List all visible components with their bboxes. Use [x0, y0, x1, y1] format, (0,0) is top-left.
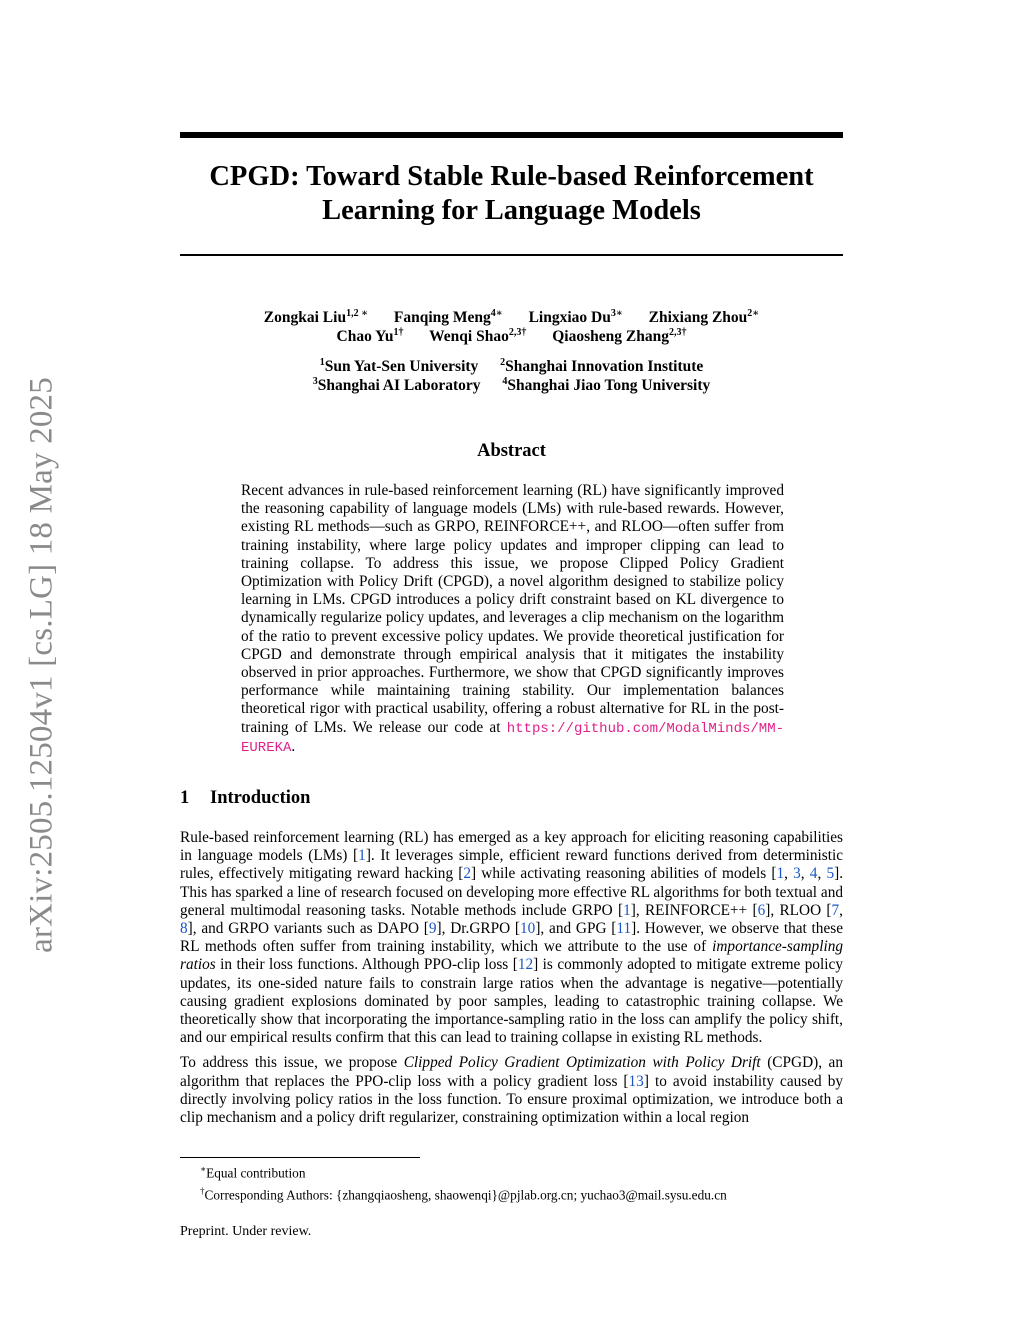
citation-link[interactable]: 3 — [793, 865, 801, 883]
affiliation-number: 2 — [500, 356, 506, 368]
title-rule-top — [180, 132, 843, 138]
citation-link[interactable]: 8 — [180, 920, 188, 938]
author-name: Qiaosheng Zhang — [552, 328, 669, 345]
abstract-body-text: Recent advances in rule-based reinforcement learning (RL) have significantly improved the reasoning capability of language models (LMs) with rule-based rewards. However, existing RL methods—such as GRPO, REINFORCE++, and RLOO—often suffer from training instability, where large policy updates and improper clipping can lead to training collapse. To address this issue, we propose Clipped Policy Gradient Optimization with Policy Drift (CPGD), a novel algorithm designed to stabilize policy learning in LMs. CPGD introduces a policy drift constraint based on KL divergence to dynamically regularize policy updates, and leverages a clip mechanism on the logarithm of the ratio to prevent excessive policy updates. We provide theoretical justification for CPGD and demonstrate through empirical analysis that it mitigates the instability observed in prior approaches. Furthermore, we show that CPGD significantly improves performance while maintaining training stability. Our implementation balances theoretical rigor with practical usability, offering a robust alternative for RL in the post-training of LMs. We release our code at — [241, 482, 784, 736]
affiliation-line-1 — [180, 357, 843, 376]
title-line-1: CPGD: Toward Stable Rule-based Reinforcement — [209, 161, 814, 192]
emphasized-text: importance-sampling ratios — [180, 938, 843, 974]
code-repository-link[interactable]: https://github.com/ModalMinds/MM-EUREKA — [241, 720, 784, 756]
title-rule-bottom — [180, 254, 843, 256]
affiliation-name: Sun Yat-Sen University — [324, 358, 479, 375]
author-list — [180, 308, 843, 346]
author-name: Fanqing Meng — [393, 309, 491, 326]
affiliation-number: 3 — [312, 375, 318, 387]
author-affiliation-mark: 3∗ — [610, 307, 623, 319]
footnote-text: Corresponding Authors: {zhangqiaosheng, shaowenqi}@pjlab.org.cn; yuchao3@mail.sysu.edu.cn — [204, 1187, 727, 1203]
citation-link[interactable]: 10 — [520, 920, 536, 938]
intro-paragraph-1: Rule-based reinforcement learning (RL) has emerged as a key approach for eliciting reasoning capabilities in language models (LMs) [1]. It leverages simple, efficient reward functions derived from deterministic rules, effectively mitigating reward hacking [2] while activating reasoning abilities of models [1, 3, 4, 5]. This has sparked a line of research focused on developing more effective RL algorithms for both textual and general multimodal reasoning tasks. Notable methods include GRPO [1], REINFORCE++ [6], RLOO [7, 8], and GRPO variants such as DAPO [9], Dr.GRPO [10], and GPG [11]. However, we observe that these RL methods often suffer from training instability, which we attribute to the use of importance-sampling ratios in their loss functions. Although PPO-clip loss [12] is commonly adopted to mitigate extreme policy updates, its one-sided nature fails to constrain large ratios when the advantage is negative—potentially causing gradient explosions dominated by poor samples, leading to catastrophic training collapse. We theoretically show that incorporating the importance-sampling ratio in the loss can amplify the policy shift, and our empirical results confirm that this can lead to training collapse in existing RL methods. — [180, 829, 844, 1047]
author-name: Lingxiao Du — [528, 309, 611, 326]
affiliation-list — [180, 357, 843, 395]
author-line-2 — [180, 327, 843, 346]
author-affiliation-mark: 4∗ — [490, 307, 503, 319]
citation-link[interactable]: 7 — [831, 901, 840, 919]
affiliation-number: 4 — [502, 375, 508, 387]
emphasized-text: Clipped Policy Gradient Optimization with Policy Drift — [403, 1054, 761, 1072]
citation-link[interactable]: 13 — [628, 1072, 644, 1090]
citation-link[interactable]: 1 — [623, 901, 631, 919]
citation-link[interactable]: 4 — [809, 865, 818, 883]
affiliation-name: Shanghai Jiao Tong University — [507, 377, 711, 394]
footnote-equal-contribution — [200, 1160, 843, 1182]
author-line-1 — [180, 308, 843, 327]
citation-link[interactable]: 12 — [517, 956, 534, 974]
author-name: Chao Yu — [336, 328, 394, 345]
affiliation-number: 1 — [319, 356, 325, 368]
author-affiliation-mark: 2∗ — [747, 307, 760, 319]
section-title: Introduction — [210, 788, 311, 808]
footnote-mark: † — [200, 1186, 205, 1197]
author-name: Zhixiang Zhou — [648, 309, 748, 326]
author-affiliation-mark: 1† — [393, 326, 404, 338]
author-affiliation-mark: 2,3† — [668, 326, 687, 338]
citation-link[interactable]: 6 — [757, 901, 766, 919]
abstract-end-period: . — [291, 737, 296, 755]
section-number: 1 — [180, 788, 190, 808]
author-affiliation-mark: 1,2 ∗ — [346, 307, 368, 319]
footnotes — [200, 1160, 843, 1205]
author-name: Zongkai Liu — [263, 309, 347, 326]
abstract-text — [241, 482, 784, 757]
paper-title — [180, 160, 843, 228]
section-heading-introduction — [180, 788, 310, 809]
arxiv-identifier: arXiv:2505.12504v1 [cs.LG] 18 May 2025 — [23, 377, 60, 953]
author-name: Wenqi Shao — [429, 328, 509, 345]
intro-paragraph-2: To address this issue, we propose Clipped Policy Gradient Optimization with Policy Drift (CPGD), an algorithm that replaces the PPO-clip loss with a policy gradient loss [13] to avoid instability caused by directly involving policy ratios in the loss function. To ensure proximal optimization, we introduce both a clip mechanism and a policy drift regularizer, constraining optimization within a local region — [180, 1054, 843, 1127]
footnote-mark: ∗ — [200, 1164, 207, 1174]
affiliation-name: Shanghai AI Laboratory — [317, 377, 481, 394]
citation-link[interactable]: 1 — [776, 865, 785, 883]
footnote-divider — [180, 1157, 420, 1158]
footnote-corresponding-authors — [200, 1182, 843, 1204]
author-affiliation-mark: 2,3† — [508, 326, 527, 338]
citation-link[interactable]: 2 — [463, 865, 472, 883]
abstract-heading: Abstract — [477, 441, 546, 461]
preprint-notice: Preprint. Under review. — [180, 1224, 312, 1239]
title-line-2: Learning for Language Models — [322, 195, 701, 226]
introduction-body — [180, 829, 843, 1134]
affiliation-line-2 — [180, 376, 843, 395]
citation-link[interactable]: 9 — [428, 920, 437, 938]
citation-link[interactable]: 1 — [358, 847, 366, 865]
affiliation-name: Shanghai Innovation Institute — [505, 358, 704, 375]
citation-link[interactable]: 5 — [826, 865, 835, 883]
citation-link[interactable]: 11 — [616, 920, 632, 938]
footnote-text: Equal contribution — [206, 1165, 306, 1181]
